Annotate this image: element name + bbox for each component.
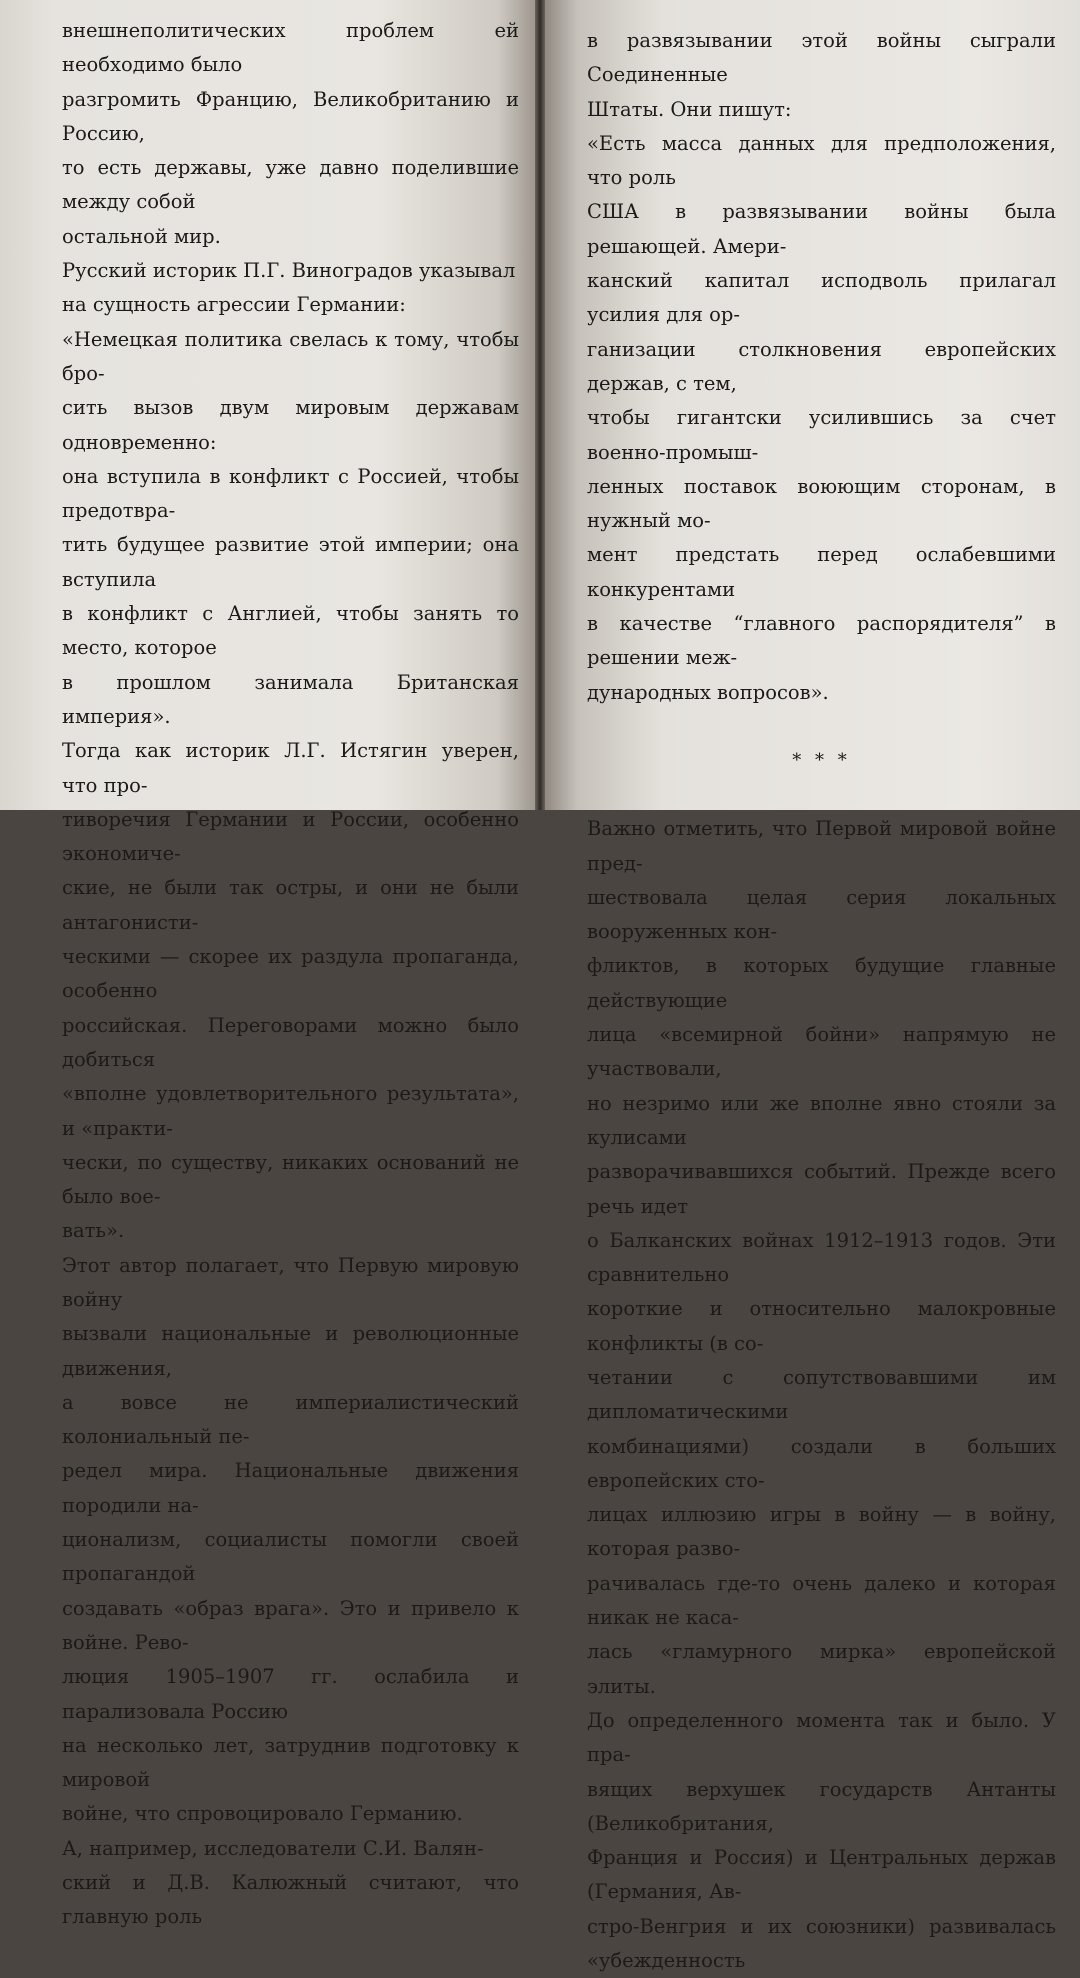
section-gap-before <box>587 710 1056 744</box>
section-separator: * * * <box>792 749 851 771</box>
left-paragraph-2: Русский историк П.Г. Виноградов указывал на сущность агрессии Германии: <box>62 259 516 317</box>
left-page <box>0 0 535 1929</box>
right-paragraph-3: Важно отметить, что Первой мировой войне пред- шествовала целая серия локальных вооруженных кон- фликтов, в которых будущие главные действующие лица «всемирной бойни» напрямую не участвовали, но незримо или же вполне явно стояли за кулисами разворачивавшихся событий. Прежде всего речь идет о Балканских войнах 1912–1913 годов. Эти сравнительно короткие и относительно малокровные конфликты (в со- четании с сопутствовавшими им дипломатическими комбинациями) создали в больших европейских сто- лицах иллюзию игры в войну — в войну, которая разво- рачивалась где-то очень далеко и которая никак не каса- лась «гламурного мирка» европейской элиты. <box>587 817 1056 1698</box>
left-paragraph-1: внешнеполитических проблем ей необходимо было разгромить Францию, Великобританию и Россию, то есть державы, уже давно поделившие между собой остальной мир. <box>62 19 519 248</box>
right-paragraph-4: До определенного момента так и было. У пра- вящих верхушек государств Антанты (Великобритания, Франция и Россия) и Центральных держав (Германия, Ав- стро-Венгрия и их союзники) развивалась «убежденность <box>587 1708 1056 1973</box>
left-paragraph-6: А, например, исследователи С.И. Валян- ский и Д.В. Калюжный считают, что главную роль <box>62 1836 519 1929</box>
book-gutter <box>535 0 545 810</box>
section-gap-after <box>587 778 1056 812</box>
left-paragraph-5: Этот автор полагает, что Первую мировую войну вызвали национальные и революционные движения, а вовсе не империалистический колониальный пе- редел мира. Национальные движения породили на- ционализм, социалисты помогли своей пропагандой создавать «образ врага». Это и привело к войне. Рево- люция 1905–1907 гг. ослабила и парализовала Россию на несколько лет, затруднив подготовку к мировой войне, что спровоцировало Германию. <box>62 1253 519 1826</box>
right-paragraph-1: в развязывании этой войны сыграли Соединенные Штаты. Они пишут: <box>587 29 1056 121</box>
right-page <box>545 0 1080 1973</box>
left-paragraph-4: Тогда как историк Л.Г. Истягин уверен, что про- тиворечия Германии и России, особенно экономиче- ские, не были так остры, и они не были антагонисти- ческими — скорее их раздула пропаганда, особенно российская. Переговорами можно было добиться «вполне удовлетворительного результата», и «практи- чески, по существу, никаких оснований не было вое- вать». <box>62 739 519 1243</box>
left-paragraph-3-quote: «Немецкая политика свелась к тому, чтобы бро- сить вызов двум мировым державам одновременно: она вступила в конфликт с Россией, чтобы предотвра- тить будущее развитие этой империи; она вступила в конфликт с Англией, чтобы занять то место, которое в прошлом занимала Британская империя». <box>62 327 519 728</box>
right-paragraph-2-quote: «Есть масса данных для предположения, что роль США в развязывании войны была решающей. Амери- канский капитал исподволь прилагал усилия для ор- ганизации столкновения европейских держав, с тем, чтобы гигантски усилившись за счет военно-промыш- ленных поставок воюющим сторонам, в нужный мо- мент предстать перед ослабевшими конкурентами в качестве “главного распорядителя” в решении меж- дународных вопросов». <box>587 131 1056 704</box>
